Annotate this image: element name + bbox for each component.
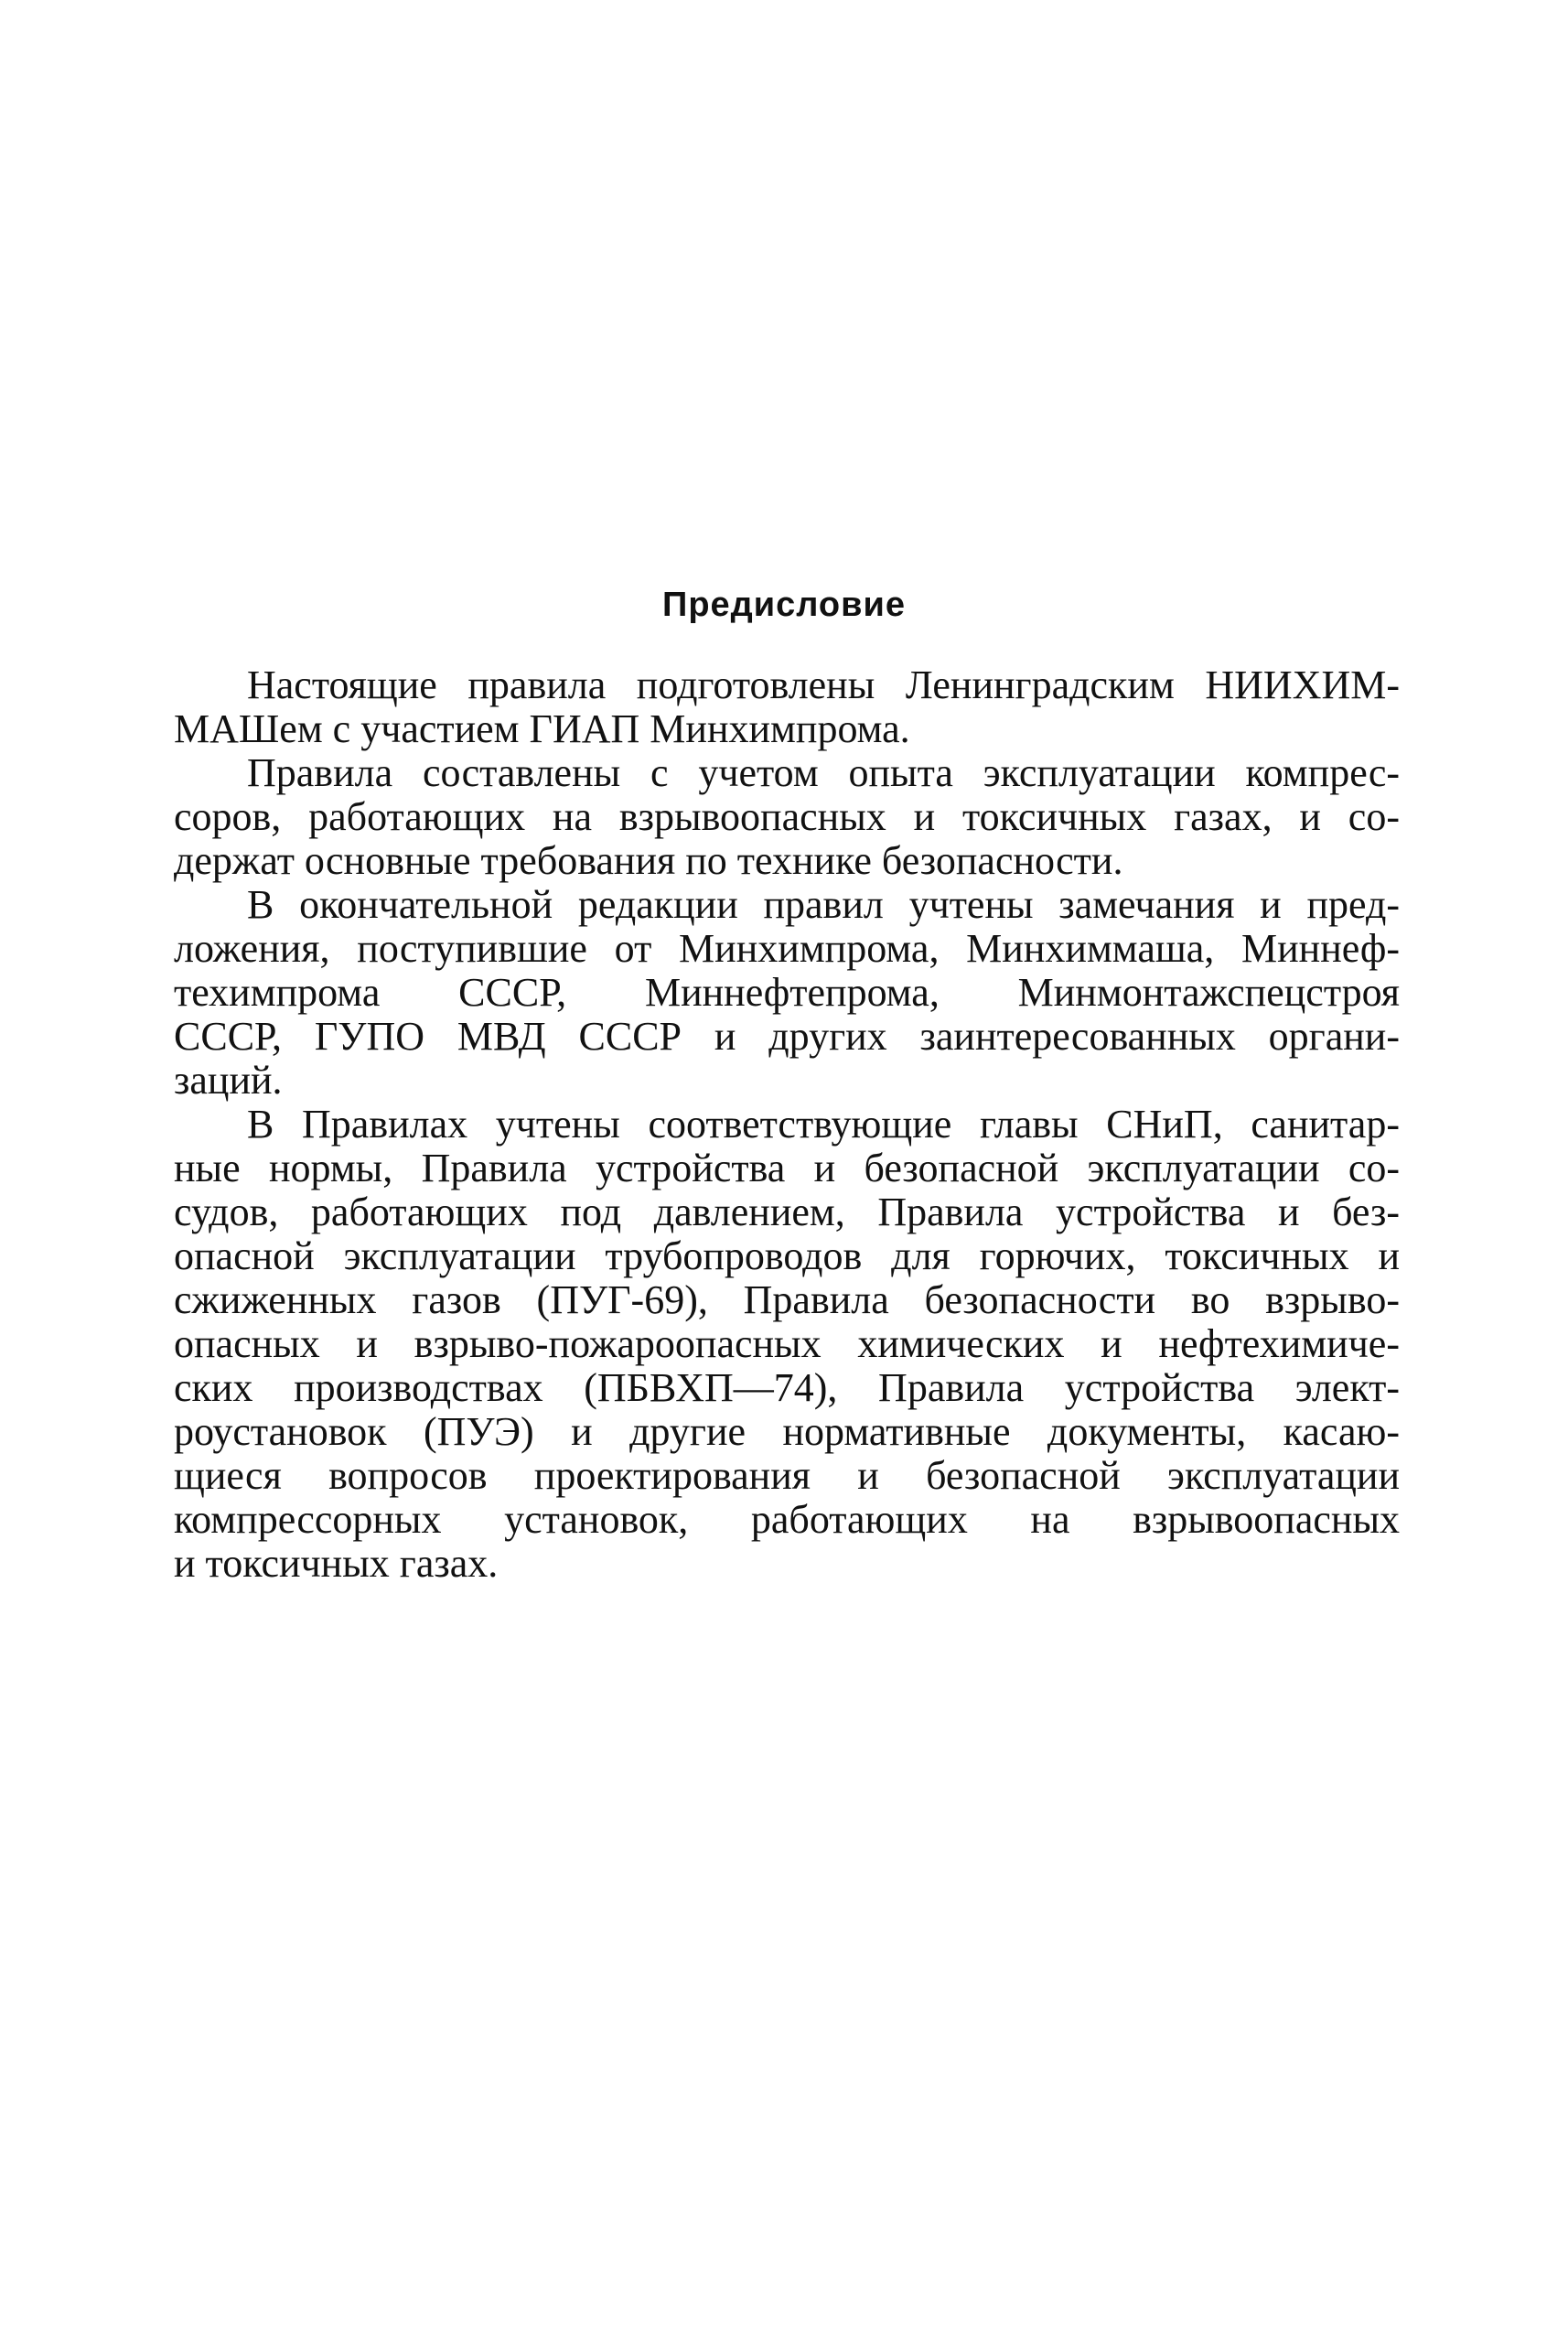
page-title: Предисловие [662, 586, 906, 624]
text-line: Правила составлены с учетом опыта эксплуатации компрес- [247, 750, 1400, 795]
text-line: щиеся вопросов проектирования и безопасной эксплуатации [174, 1453, 1400, 1498]
text-line: В окончательной редакции правил учтены замечания и пред- [247, 882, 1400, 927]
text-line: роустановок (ПУЭ) и другие нормативные документы, касаю- [174, 1409, 1400, 1454]
text-line: ложения, поступившие от Минхимпрома, Минхиммаша, Миннеф- [174, 926, 1400, 971]
text-line: соров, работающих на взрывоопасных и токсичных газах, и со- [174, 794, 1400, 839]
text-line: держат основные требования по технике безопасности. [174, 838, 1123, 883]
text-line: судов, работающих под давлением, Правила устройства и без- [174, 1190, 1400, 1234]
text-line: опасных и взрыво-пожароопасных химических и нефтехимиче- [174, 1321, 1400, 1366]
paragraph-1 [174, 663, 1400, 751]
text-line: опасной эксплуатации трубопроводов для горючих, токсичных и [174, 1233, 1400, 1278]
paragraph-4 [174, 1103, 1400, 1586]
text-line: заций. [174, 1058, 283, 1103]
text-line: ные нормы, Правила устройства и безопасной эксплуатации со- [174, 1146, 1400, 1190]
text-line: и токсичных газах. [174, 1541, 499, 1586]
text-line: техимпрома СССР, Миннефтепрома, Минмонтажспецстроя [174, 970, 1400, 1015]
body-text [174, 663, 1400, 1586]
text-line: В Правилах учтены соответствующие главы СНиП, санитар- [247, 1102, 1400, 1147]
text-line: МАШем с участием ГИАП Минхимпрома. [174, 706, 910, 751]
text-line: компрессорных установок, работающих на взрывоопасных [174, 1497, 1400, 1542]
text-line: Настоящие правила подготовлены Ленинградским НИИХИМ- [247, 662, 1400, 707]
text-line: ских производствах (ПБВХП—74), Правила устройства элект- [174, 1365, 1400, 1410]
text-line: сжиженных газов (ПУГ-69), Правила безопасности во взрыво- [174, 1277, 1400, 1322]
text-line: СССР, ГУПО МВД СССР и других заинтересованных органи- [174, 1014, 1400, 1059]
paragraph-2 [174, 751, 1400, 883]
paragraph-3 [174, 883, 1400, 1103]
